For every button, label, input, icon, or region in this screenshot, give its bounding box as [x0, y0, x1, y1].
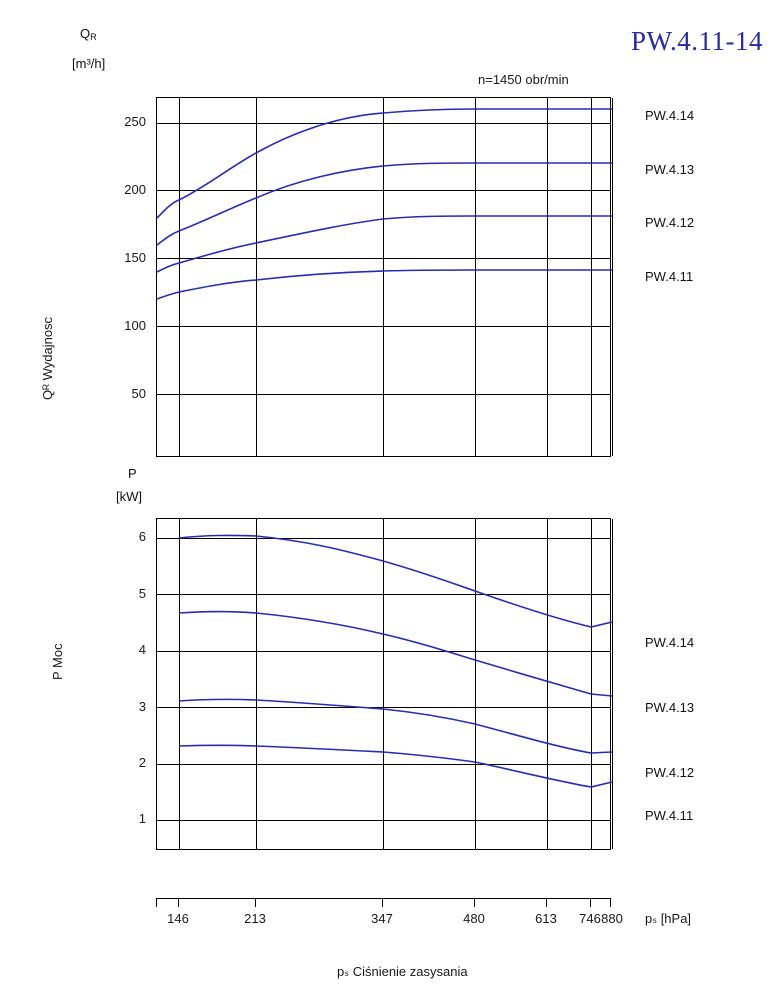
bottom-series-label-pw-4-11: PW.4.11: [645, 808, 694, 823]
bottom-chart-curves: [157, 519, 612, 851]
top-ytick-50: 50: [131, 386, 146, 401]
top-ytick-100: 100: [124, 318, 146, 333]
x-axis-tickmark-613: [546, 898, 547, 907]
bottom-series-label-pw-4-12: PW.4.12: [645, 765, 695, 780]
bottom-y-symbol: P: [128, 466, 137, 481]
xtick-480: 480: [463, 911, 485, 926]
bottom-chart-plot-area: [156, 518, 611, 850]
top-ytick-200: 200: [124, 182, 146, 197]
top-ytick-150: 150: [124, 250, 146, 265]
top-y-symbol: [80, 26, 97, 43]
x-axis-line: [156, 898, 611, 899]
bottom-series-label-pw-4-14: PW.4.14: [645, 635, 695, 650]
top-chart-curves: [157, 98, 612, 458]
top-gridline-x-880: [612, 98, 613, 456]
bottom-ytick-6: 6: [138, 529, 146, 544]
bottom-y-unit: [kW]: [116, 489, 142, 504]
top-series-label-pw-4-13: PW.4.13: [645, 162, 695, 177]
xtick-880: 880: [601, 911, 623, 926]
top-curve-pw-4-11: [157, 270, 612, 299]
bottom-curve-pw-4-13: [179, 612, 612, 697]
bottom-y-axis-caption-text: P Moc: [50, 643, 65, 680]
speed-note: n=1450 obr/min: [478, 72, 569, 87]
top-series-label-pw-4-11: PW.4.11: [645, 269, 694, 284]
bottom-y-axis-caption: [50, 643, 87, 695]
top-y-axis-caption: [40, 316, 123, 415]
bottom-ytick-2: 2: [138, 755, 146, 770]
top-series-label-pw-4-12: PW.4.12: [645, 215, 695, 230]
top-curve-pw-4-13: [157, 163, 612, 245]
x-axis-tickmark-880: [610, 898, 611, 907]
bottom-curve-pw-4-11: [179, 745, 612, 787]
top-y-symbol-text: Q: [80, 26, 91, 41]
top-y-unit: [m³/h]: [72, 56, 106, 71]
x-axis-tickmark-left-end: [156, 898, 157, 907]
xtick-347: 347: [371, 911, 393, 926]
xtick-746: 746: [579, 911, 601, 926]
bottom-gridline-x-880: [612, 519, 613, 849]
top-curve-pw-4-12: [157, 216, 612, 272]
x-axis-tickmark-480: [474, 898, 475, 907]
bottom-ytick-5: 5: [138, 586, 146, 601]
x-axis-unit: pₛ [hPa]: [645, 911, 692, 926]
x-axis-tickmark-213: [255, 898, 256, 907]
x-axis-tickmark-146: [178, 898, 179, 907]
bottom-series-label-pw-4-13: PW.4.13: [645, 700, 695, 715]
x-axis-caption: pₛ Ciśnienie zasysania: [337, 964, 468, 979]
top-y-axis-caption-text: Qᴿ Wydajnosc: [40, 316, 55, 400]
x-axis-tickmark-347: [382, 898, 383, 907]
top-ytick-250: 250: [124, 114, 146, 129]
top-y-symbol-subscript: R: [90, 32, 97, 42]
bottom-curve-pw-4-14: [179, 535, 612, 627]
top-series-label-pw-4-14: PW.4.14: [645, 108, 695, 123]
document-code: PW.4.11-14: [630, 26, 763, 56]
top-chart-plot-area: [156, 97, 611, 457]
bottom-ytick-1: 1: [138, 811, 146, 826]
x-axis-tickmark-746: [590, 898, 591, 907]
xtick-213: 213: [244, 911, 266, 926]
xtick-146: 146: [167, 911, 189, 926]
bottom-ytick-4: 4: [138, 642, 146, 657]
xtick-613: 613: [535, 911, 557, 926]
bottom-ytick-3: 3: [138, 699, 146, 714]
